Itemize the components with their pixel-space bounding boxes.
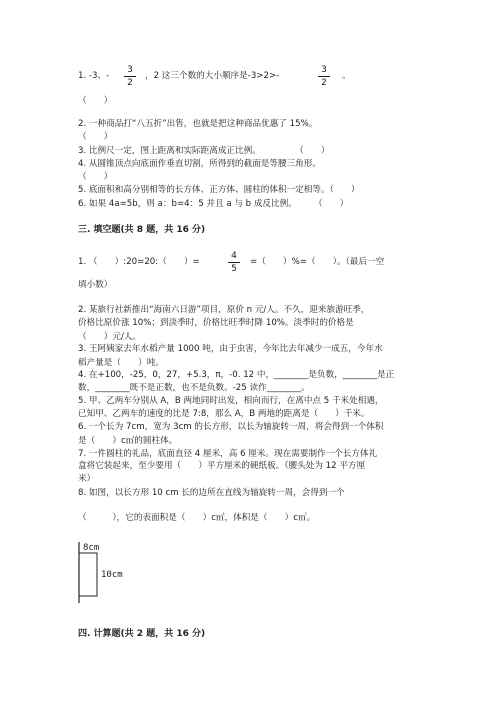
- fill-q4-line-1: 4. 在+100，-25，0，27，+5.3，π，-0. 12 中，________是负数，________是正: [78, 370, 395, 380]
- fraction-bar: [318, 76, 330, 77]
- fill-q1-text-b: =（ ）%=（ ）。（最后一空: [250, 257, 385, 267]
- judge-q1-text-a: 1. -3、-: [78, 71, 110, 81]
- judge-q4: 4. 从圆锥顶点向底面作垂直切割，所得到的截面是等腰三角形。: [78, 159, 321, 169]
- fill-q2-line-1: 2. 某旅行社新推出“海南六日游”项目，原价 n 元/人。不久，迎来旅游旺季，: [78, 305, 370, 315]
- fill-q4-line-2: 数，________既不是正数，也不是负数。-25 读作________。: [78, 383, 310, 393]
- judge-q1-text-b: ，2 这三个数的大小顺序是-3>2>-: [145, 71, 280, 81]
- judge-q2-answer-paren: （ ）: [78, 132, 113, 142]
- fill-q1-fraction: [228, 251, 240, 274]
- fill-q8-line-2: （ ），它的表面积是（ ）c㎡，体积是（ ）c㎥。: [78, 513, 316, 523]
- judge-q1-answer-paren: （ ）: [78, 96, 113, 106]
- judge-q2: 2. 一种商品打“八五折”出售，也就是把这种商品优惠了 15%。: [78, 119, 318, 129]
- rectangle-shape: [79, 553, 97, 596]
- fraction-numerator: 3: [127, 65, 133, 75]
- fraction-denominator: 2: [127, 78, 133, 88]
- fill-q2-line-3: （ ）元/人。: [78, 332, 142, 342]
- fill-q7-line-2: 盒将它装起来，至少要用（ ）平方厘米的硬纸板。（腰头处为 12 平方厘: [78, 461, 366, 471]
- fraction-numerator: 4: [231, 251, 237, 261]
- fraction-denominator: 2: [321, 78, 327, 88]
- fraction-bar: [124, 76, 136, 77]
- section-4-title: 四. 计算题(共 2 题，共 16 分): [78, 629, 206, 639]
- fill-q3-line-2: 稻产量是（ ）吨。: [78, 358, 164, 368]
- fraction-numerator: 3: [321, 65, 327, 75]
- judge-q1-fraction-2: [318, 65, 330, 88]
- judge-q1-text-c: 。: [342, 71, 351, 81]
- figure-top-label: 8cm: [83, 543, 100, 553]
- fraction-bar: [228, 262, 240, 263]
- fraction-denominator: 5: [231, 264, 237, 274]
- judge-q6: 6. 如果 4a=5b，则 a：b=4：5 并且 a 与 b 成反比例。 （ ）: [78, 199, 349, 209]
- judge-q5: 5. 底面积和高分别相等的长方体、正方体、圆柱的体积一定相等。（ ）: [78, 185, 360, 195]
- section-3-title: 三. 填空题(共 8 题，共 16 分): [78, 225, 206, 235]
- fill-q2-line-2: 价格比原价涨 10%；到淡季时，价格比旺季时降 10%。淡季时的价格是: [78, 318, 354, 328]
- fill-q5-line-2: 已知甲、乙两车的速度的比是 7:8，那么 A，B 两地的距离是（ ）千米。: [78, 409, 370, 419]
- fill-q6-line-1: 6. 一个长为 7cm，宽为 3cm 的长方形，以长为轴旋转一周，将会得到一个体积: [78, 422, 384, 432]
- judge-q1: [78, 70, 109, 82]
- rectangle-figure: [78, 540, 138, 604]
- fill-q1-text-a: 1. （ ）:20=20:（ ）=: [78, 257, 200, 267]
- fill-q8-line-1: 8. 如图，以长方形 10 cm 长的边所在直线为轴旋转一周，会得到一个: [78, 488, 345, 498]
- fill-q3-line-1: 3. 王阿姨家去年水稻产量 1000 吨，由于虫害，今年比去年减少一成五，今年水: [78, 344, 383, 354]
- fill-q5-line-1: 5. 甲、乙两车分别从 A，B 两地同时出发，相向而行，在离中点 5 千米处相遇，: [78, 396, 384, 406]
- fill-q7-line-1: 7. 一件圆柱的礼品，底面直径 4 厘米，高 6 厘米。现在需要制作一个长方体礼: [78, 449, 378, 459]
- fill-q6-line-2: 是（ ）c㎡的圆柱体。: [78, 436, 178, 446]
- judge-q3: 3. 比例尺一定，图上距离和实际距离成正比例。 （ ）: [78, 146, 330, 156]
- fill-q7-line-3: 米）: [78, 474, 96, 484]
- figure-side-label: 10cm: [101, 570, 123, 580]
- judge-q1-fraction-1: [124, 65, 136, 88]
- judge-q4-answer-paren: （ ）: [78, 172, 113, 182]
- fill-q1-text-c: 填小数）: [78, 280, 113, 290]
